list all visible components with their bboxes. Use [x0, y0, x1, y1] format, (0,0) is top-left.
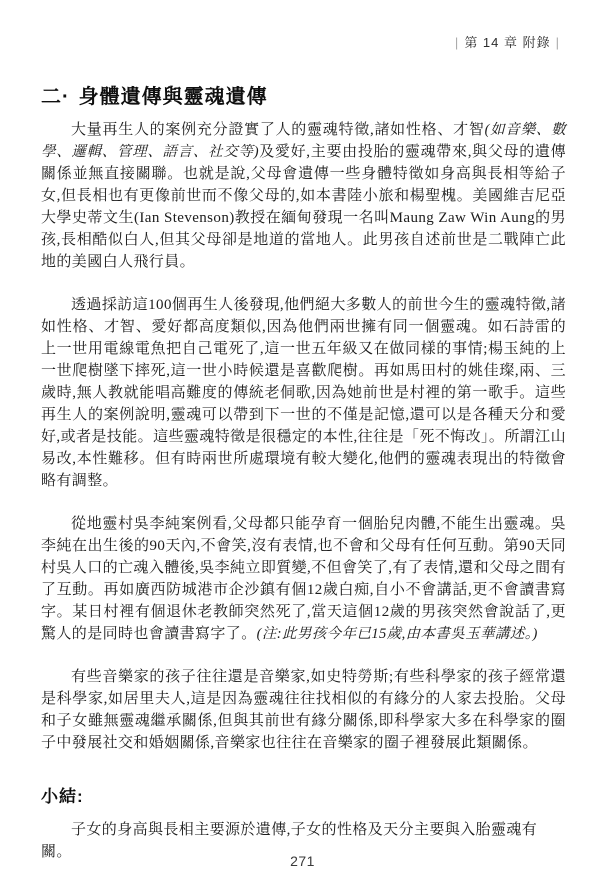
paragraph-3-note-kai: (注:此男孩今年已15歲,由本書吳玉華講述。) [256, 626, 538, 642]
paragraph-3 [41, 513, 566, 645]
chapter-label: 第 14 章 附錄 [464, 35, 551, 50]
paragraph-2: 透過採訪這100個再生人後發現,他們絕大多數人的前世今生的靈魂特徵,諸如性格、才智、愛好都高度類似,因為他們兩世擁有同一個靈魂。如石詩雷的上一世用電線電魚把自己電死了,這一世五年級又在做同樣的事情;楊玉純的上一世爬樹墜下摔死,這一世小時候還是喜歡爬樹。再如馬田村的姚佳璨,兩、三歲時,無人教就能唱高難度的傳統老侗歌,因為她前世是村裡的第一歌手。這些再生人的案例說明,靈魂可以帶到下一世的不僅是記憶,還可以是各種天分和愛好,或者是技能。這些靈魂特徵是很穩定的本性,往往是「死不悔改」。所謂江山易改,本性難移。但有時兩世所處環境有較大變化,他們的靈魂表現出的特徵會略有調整。 [41, 297, 566, 489]
paragraph-1 [41, 119, 566, 273]
summary-text: 子女的身高與長相主要源於遺傳,子女的性格及天分主要與入胎靈魂有關。 [41, 822, 538, 860]
header-divider-left: | [454, 35, 460, 50]
summary-heading: 小結: [41, 787, 84, 806]
section-heading [41, 80, 566, 109]
header-divider-right: | [555, 35, 560, 50]
paragraph-3-run-1: 從地靈村吳李純案例看,父母都只能孕育一個胎兒肉體,不能生出靈魂。吳李純在出生後的90天內,不會笑,沒有表情,也不會和父母有任何互動。第90天同村吳人口的亡魂入體後,吳李純立即質變,不但會笑了,有了表情,還和父母之間有了互動。再如廣西防城港市企沙鎮有個12歲白痴,自小不會講話,更不會讀書寫字。某日村裡有個退休老教師突然死了,當天這個12歲的男孩突然會說話了,更驚人的是同時也會讀書寫字了。 [41, 516, 566, 642]
page-content [41, 0, 566, 863]
paragraph-1-run-1: 大量再生人的案例充分證實了人的靈魂特徵,諸如性格、才智 [71, 122, 485, 138]
page-number: 271 [290, 853, 315, 869]
paragraph-1-run-3: 及愛好,主要由投胎的靈魂帶來,與父母的遺傳關係並無直接關聯。也就是說,父母會遺傳一些身體特徵如身高與長相等給子女,但長相也有更像前世而不像父母的,如本書陸小旅和楊聖槐。美國維吉尼亞大學史蒂文生(Ian Stevenson)教授在緬甸發現一名叫Maung Zaw Win Aung的男孩,長相酷似白人,但其父母卻是地道的當地人。此男孩自述前世是二戰陣亡此地的美國白人飛行員。 [41, 144, 566, 270]
section-heading-title: 身體遺傳與靈魂遺傳 [78, 86, 268, 108]
section-heading-number: 二· [41, 86, 70, 108]
paragraph-1-run-2-kai: (如音樂、數學、邏輯、管理、語言、社交等) [41, 122, 566, 160]
paragraph-4: 有些音樂家的孩子往往還是音樂家,如史特勞斯;有些科學家的孩子經常還是科學家,如居里夫人,這是因為靈魂往往找相似的有緣分的人家去投胎。父母和子女雖無靈魂繼承關係,但與其前世有緣分關係,即科學家大多在科學家的圈子中發展社交和婚姻關係,音樂家也往往在音樂家的圈子裡發展此類關係。 [41, 669, 566, 751]
